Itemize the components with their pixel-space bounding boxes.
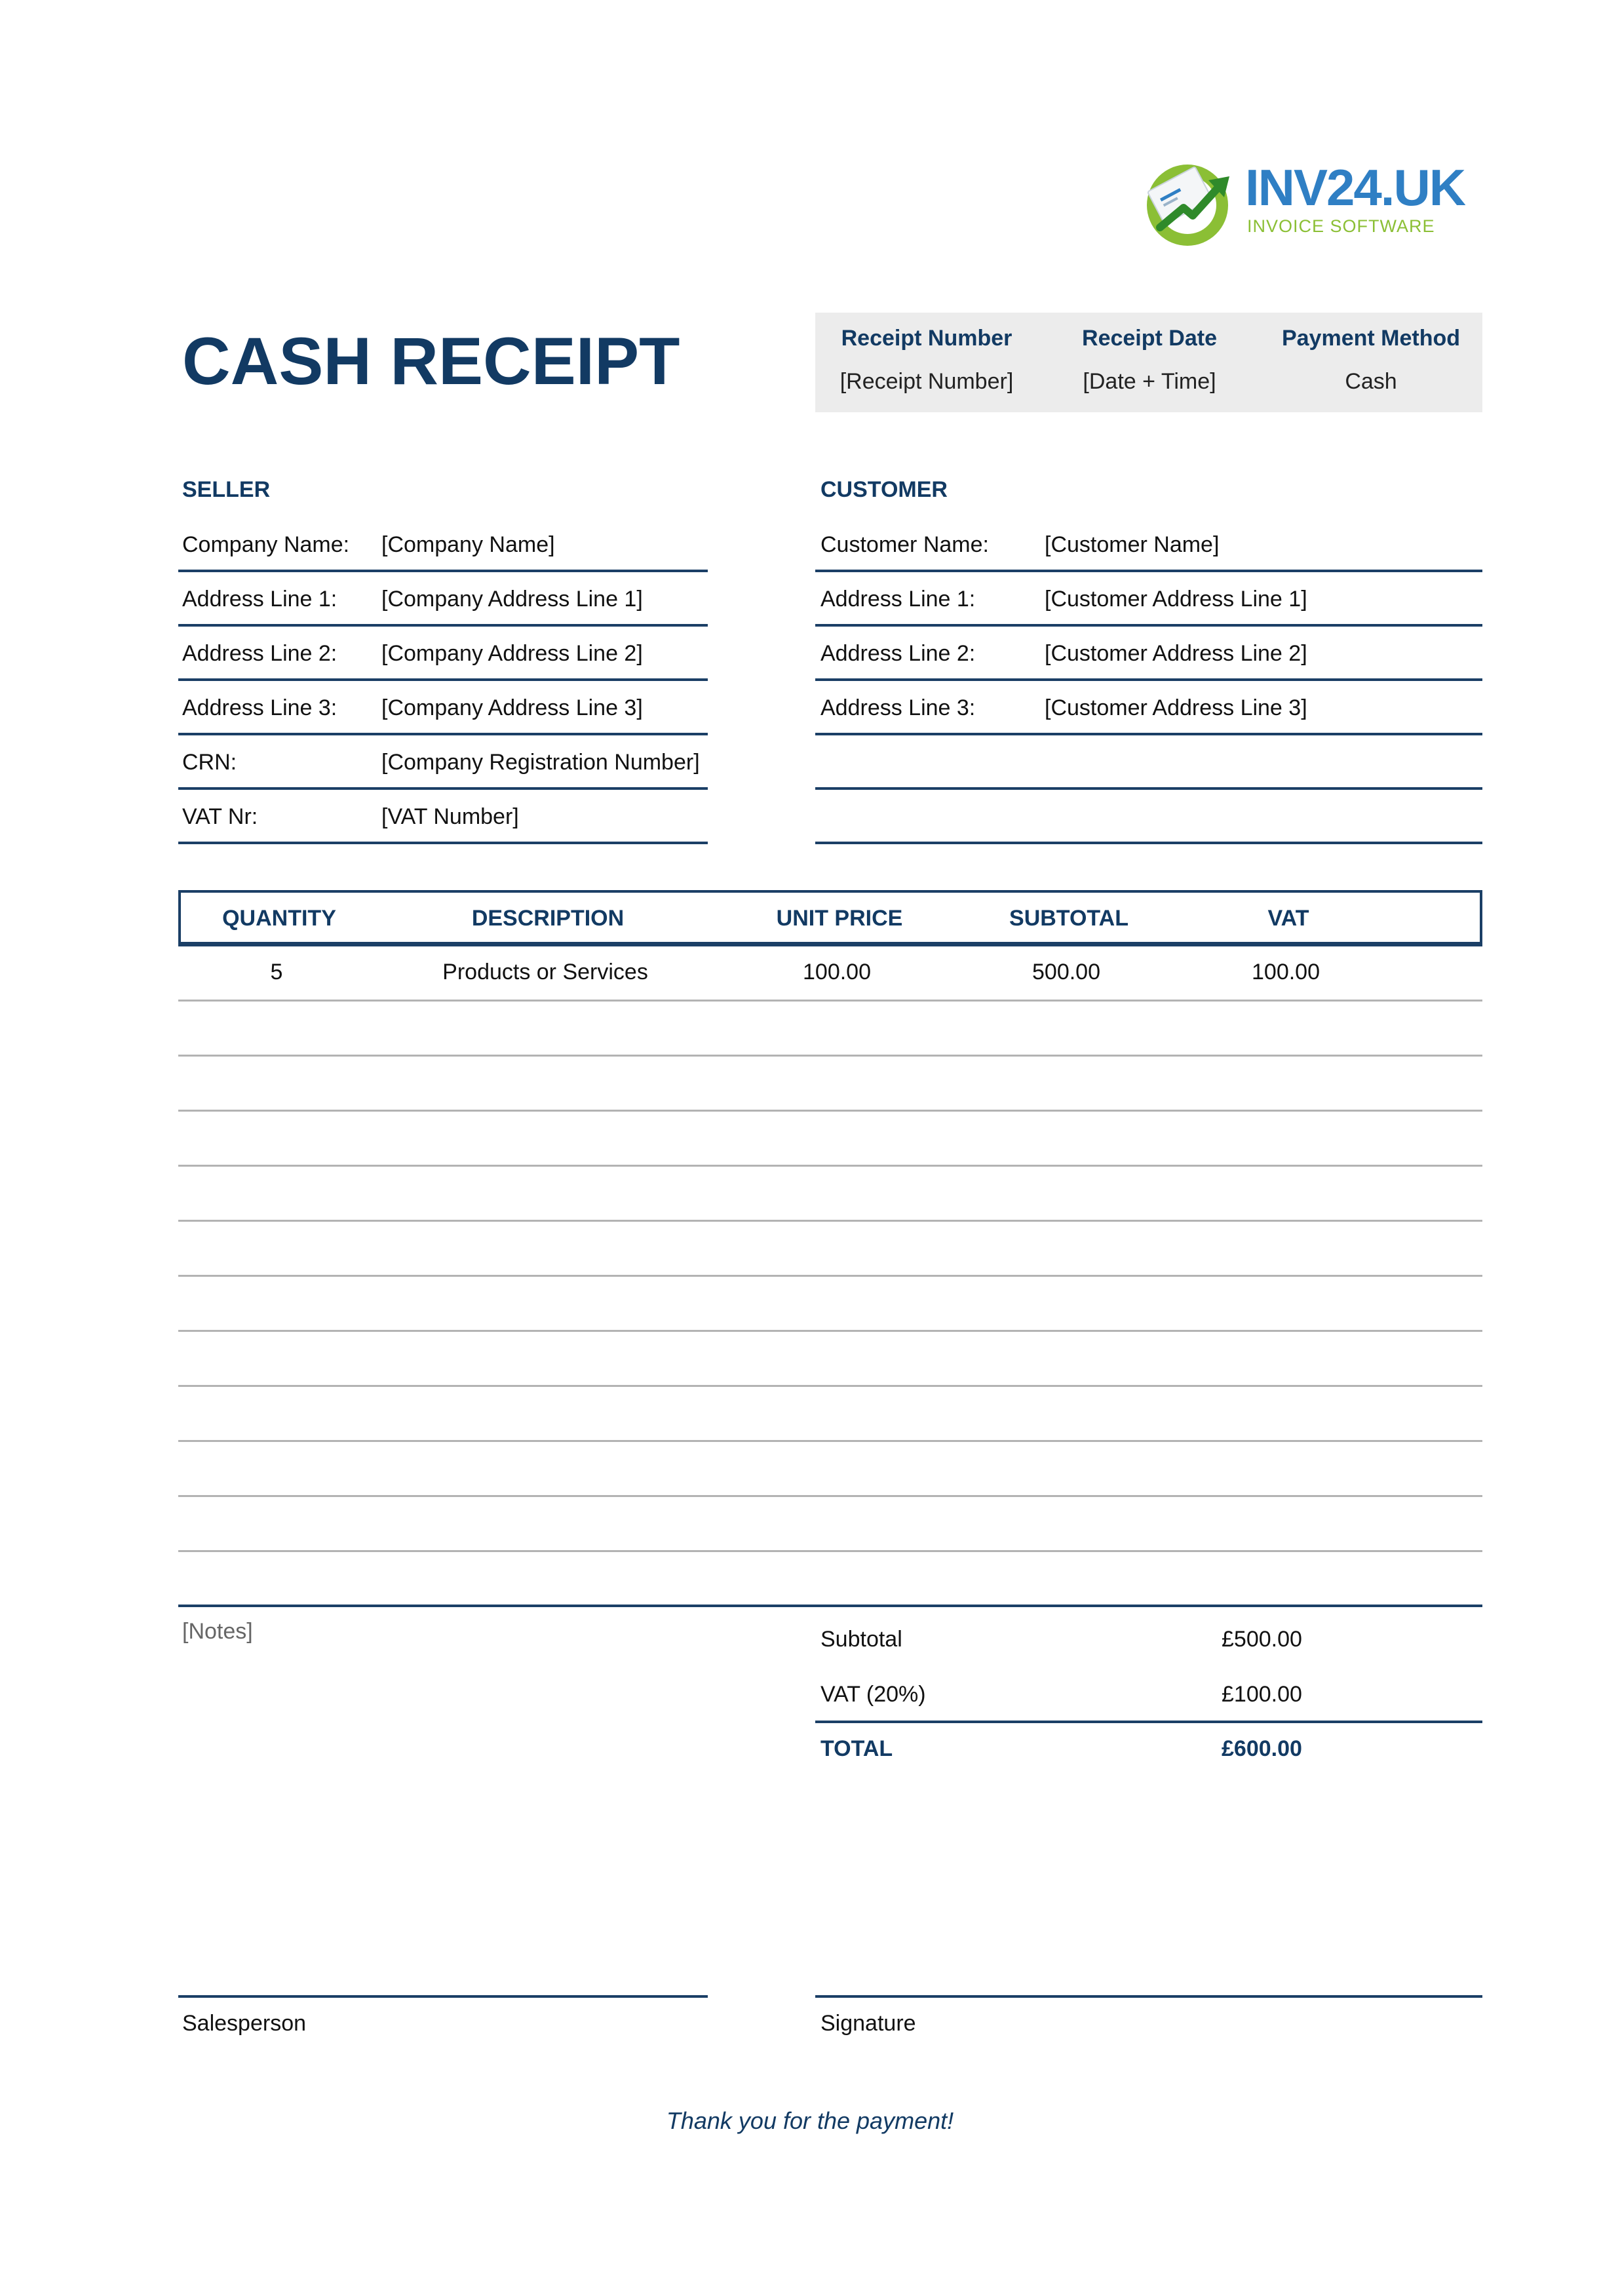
customer-label: Customer Name: xyxy=(820,532,989,557)
table-row xyxy=(178,1442,1482,1497)
customer-block xyxy=(815,518,1482,846)
table-row xyxy=(178,1222,1482,1277)
meta-value: Cash xyxy=(1345,369,1397,394)
customer-value: [Customer Address Line 3] xyxy=(1045,695,1307,720)
document-title: CASH RECEIPT xyxy=(182,324,680,399)
seller-label: Address Line 2: xyxy=(182,641,338,666)
seller-row xyxy=(178,735,708,790)
table-row xyxy=(178,1552,1482,1607)
seller-heading: SELLER xyxy=(182,477,271,502)
table-row xyxy=(178,1112,1482,1167)
seller-row xyxy=(178,518,708,572)
signature-label: Signature xyxy=(820,2011,916,2036)
seller-label: Address Line 1: xyxy=(182,587,338,612)
seller-label: VAT Nr: xyxy=(182,804,258,829)
seller-row xyxy=(178,572,708,627)
customer-value: [Customer Address Line 1] xyxy=(1045,587,1307,612)
cell-vat: 100.00 xyxy=(1252,960,1320,984)
column-header-description: DESCRIPTION xyxy=(471,906,625,931)
customer-heading: CUSTOMER xyxy=(820,477,948,502)
column-header-subtotal: SUBTOTAL xyxy=(1009,906,1128,931)
grand-total-label: TOTAL xyxy=(820,1736,893,1761)
cell-unit-price: 100.00 xyxy=(803,960,871,984)
seller-value: [Company Registration Number] xyxy=(381,750,700,775)
seller-value: [Company Name] xyxy=(381,532,555,557)
table-row xyxy=(178,1277,1482,1332)
meta-label: Payment Method xyxy=(1281,326,1461,351)
grand-total-value: £600.00 xyxy=(1222,1736,1302,1761)
cell-subtotal: 500.00 xyxy=(1032,960,1100,984)
table-row xyxy=(178,1167,1482,1222)
meta-label: Receipt Number xyxy=(841,326,1013,351)
column-header-quantity: QUANTITY xyxy=(222,906,336,931)
table-row xyxy=(178,1387,1482,1442)
column-header-unit-price: UNIT PRICE xyxy=(776,906,903,931)
seller-block xyxy=(178,518,708,846)
table-row xyxy=(178,946,1482,1002)
seller-row xyxy=(178,627,708,681)
receipt-meta-box xyxy=(815,313,1482,412)
logo-tagline: INVOICE SOFTWARE xyxy=(1247,216,1435,236)
thank-you-message: Thank you for the payment! xyxy=(666,2107,954,2134)
seller-row xyxy=(178,790,708,844)
meta-value: [Receipt Number] xyxy=(839,369,1014,394)
customer-row xyxy=(815,627,1482,681)
seller-value: [VAT Number] xyxy=(381,804,519,829)
vat-total-value: £100.00 xyxy=(1222,1682,1302,1707)
seller-value: [Company Address Line 1] xyxy=(381,587,643,612)
customer-signature-line xyxy=(815,1995,1482,1998)
customer-label: Address Line 2: xyxy=(820,641,976,666)
brand-logo xyxy=(1140,154,1465,249)
customer-row xyxy=(815,790,1482,844)
customer-label: Address Line 1: xyxy=(820,587,976,612)
column-header-vat: VAT xyxy=(1267,906,1309,931)
customer-value: [Customer Name] xyxy=(1045,532,1220,557)
cell-description: Products or Services xyxy=(442,960,648,984)
table-row xyxy=(178,1332,1482,1387)
customer-value: [Customer Address Line 2] xyxy=(1045,641,1307,666)
totals-block xyxy=(815,1610,1482,1761)
subtotal-label: Subtotal xyxy=(820,1627,902,1652)
salesperson-label: Salesperson xyxy=(182,2011,307,2036)
meta-label: Receipt Date xyxy=(1082,326,1217,351)
customer-row xyxy=(815,735,1482,790)
customer-row xyxy=(815,572,1482,627)
customer-row xyxy=(815,518,1482,572)
meta-value: [Date + Time] xyxy=(1083,369,1216,394)
seller-label: Address Line 3: xyxy=(182,695,338,720)
customer-label: Address Line 3: xyxy=(820,695,976,720)
seller-label: CRN: xyxy=(182,750,237,775)
table-row xyxy=(178,1002,1482,1057)
logo-brand-text: INV24.UK xyxy=(1245,159,1465,216)
table-row xyxy=(178,1497,1482,1552)
cell-quantity: 5 xyxy=(270,960,283,984)
vat-total-label: VAT (20%) xyxy=(820,1682,926,1707)
subtotal-value: £500.00 xyxy=(1222,1627,1302,1652)
table-row xyxy=(178,1057,1482,1112)
seller-row xyxy=(178,681,708,735)
salesperson-signature-line xyxy=(178,1995,708,1998)
notes-field: [Notes] xyxy=(182,1619,253,1644)
customer-row xyxy=(815,681,1482,735)
seller-label: Company Name: xyxy=(182,532,350,557)
logo-emblem-icon xyxy=(1140,154,1239,249)
totals-divider xyxy=(815,1721,1482,1723)
items-table-header xyxy=(178,890,1482,946)
seller-value: [Company Address Line 3] xyxy=(381,695,643,720)
seller-value: [Company Address Line 2] xyxy=(381,641,643,666)
